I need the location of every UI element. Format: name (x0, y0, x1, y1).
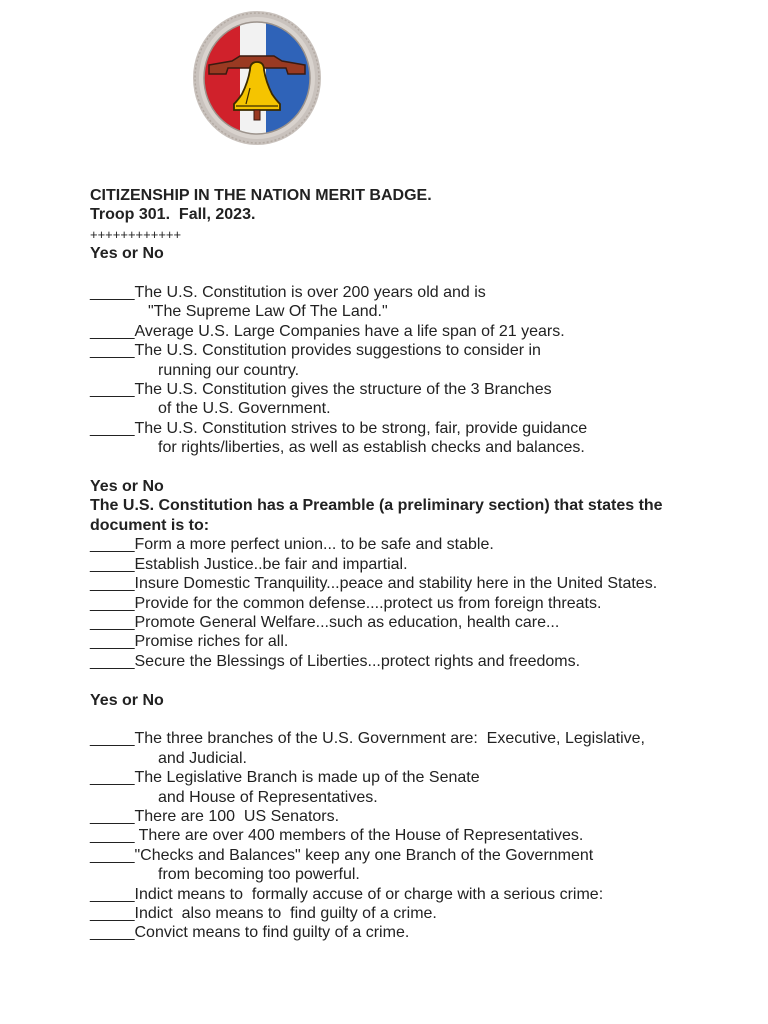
answer-blank[interactable]: _____ (90, 555, 135, 573)
answer-blank[interactable]: _____ (90, 652, 135, 670)
answer-blank[interactable]: _____ (90, 322, 135, 340)
question-item (90, 555, 730, 574)
section-intro: The U.S. Constitution has a Preamble (a preliminary section) that states the document is to: (90, 497, 663, 534)
question-text: The U.S. Constitution provides suggestions to consider in (134, 342, 541, 360)
worksheet-subtitle: Troop 301. Fall, 2023. (90, 206, 256, 224)
question-text: There are 100 US Senators. (134, 807, 340, 825)
question-text: Establish Justice..be fair and impartial. (134, 555, 408, 573)
answer-blank[interactable]: _____ (90, 342, 135, 360)
answer-blank[interactable]: _____ (90, 594, 135, 612)
question-item (90, 535, 730, 554)
question-text: There are over 400 members of the House of Representatives. (134, 827, 584, 845)
question-text: Insure Domestic Tranquility...peace and stability here in the United States. (134, 575, 658, 593)
question-text: The three branches of the U.S. Government are: Executive, Legislative, (134, 730, 645, 748)
answer-blank[interactable]: _____ (90, 284, 135, 302)
question-item (90, 652, 730, 671)
answer-blank[interactable]: _____ (90, 924, 135, 942)
question-text: Secure the Blessings of Liberties...protect rights and freedoms. (134, 652, 581, 670)
answer-blank[interactable]: _____ (90, 904, 135, 922)
question-text: The U.S. Constitution gives the structure of the 3 Branches (134, 381, 552, 399)
question-continuation: and House of Representatives. (158, 788, 378, 806)
section-heading: Yes or No (90, 478, 164, 496)
question-item (90, 826, 730, 845)
question-text: Indict means to formally accuse of or charge with a serious crime: (134, 885, 604, 903)
question-text: The U.S. Constitution is over 200 years old and is (134, 284, 486, 302)
question-item (90, 419, 730, 438)
question-text: Convict means to find guilty of a crime. (134, 924, 410, 942)
question-continuation: from becoming too powerful. (158, 866, 360, 884)
answer-blank[interactable]: _____ (90, 769, 135, 787)
answer-blank[interactable]: _____ (90, 613, 135, 631)
answer-blank[interactable]: _____ (90, 633, 135, 651)
question-continuation: of the U.S. Government. (158, 400, 331, 418)
question-item (90, 380, 730, 399)
question-text: Form a more perfect union... to be safe and stable. (134, 536, 494, 554)
answer-blank[interactable]: _____ (90, 730, 135, 748)
section-heading: Yes or No (90, 245, 164, 263)
question-sections (90, 244, 730, 943)
question-item (90, 923, 730, 942)
answer-blank[interactable]: _____ (90, 536, 135, 554)
question-continuation: "The Supreme Law Of The Land." (148, 303, 388, 321)
answer-blank[interactable]: _____ (90, 827, 135, 845)
liberty-bell-badge-icon (192, 10, 322, 146)
question-item (90, 322, 730, 341)
heading-spacer (90, 264, 730, 283)
question-text: Promise riches for all. (134, 633, 289, 651)
question-item (90, 846, 730, 865)
question-item (90, 807, 730, 826)
question-item (90, 768, 730, 787)
question-continuation: running our country. (158, 361, 300, 379)
answer-blank[interactable]: _____ (90, 381, 135, 399)
section-heading: Yes or No (90, 691, 164, 709)
question-item (90, 283, 730, 302)
answer-blank[interactable]: _____ (90, 807, 135, 825)
question-text: The U.S. Constitution strives to be strong, fair, provide guidance (134, 419, 588, 437)
question-item (90, 885, 730, 904)
question-text: Provide for the common defense....protect us from foreign threats. (134, 594, 602, 612)
section-spacer (90, 671, 730, 690)
worksheet (90, 186, 730, 943)
answer-blank[interactable]: _____ (90, 846, 135, 864)
question-text: Indict also means to find guilty of a crime. (134, 904, 437, 922)
worksheet-title: CITIZENSHIP IN THE NATION MERIT BADGE. (90, 187, 432, 204)
question-item (90, 594, 730, 613)
divider: ++++++++++++ (90, 226, 182, 242)
answer-blank[interactable]: _____ (90, 419, 135, 437)
question-text: Promote General Welfare...such as education, health care... (134, 613, 560, 631)
question-continuation: and Judicial. (158, 749, 247, 767)
heading-spacer (90, 710, 730, 729)
section-spacer (90, 458, 730, 477)
question-item (90, 613, 730, 632)
answer-blank[interactable]: _____ (90, 575, 135, 593)
question-continuation: for rights/liberties, as well as establish checks and balances. (158, 439, 585, 457)
question-text: The Legislative Branch is made up of the Senate (134, 769, 480, 787)
question-item (90, 341, 730, 360)
question-item (90, 632, 730, 651)
question-item (90, 904, 730, 923)
question-text: Average U.S. Large Companies have a life span of 21 years. (134, 322, 565, 340)
question-text: "Checks and Balances" keep any one Branch of the Government (134, 846, 594, 864)
question-item (90, 729, 730, 748)
answer-blank[interactable]: _____ (90, 885, 135, 903)
question-item (90, 574, 730, 593)
